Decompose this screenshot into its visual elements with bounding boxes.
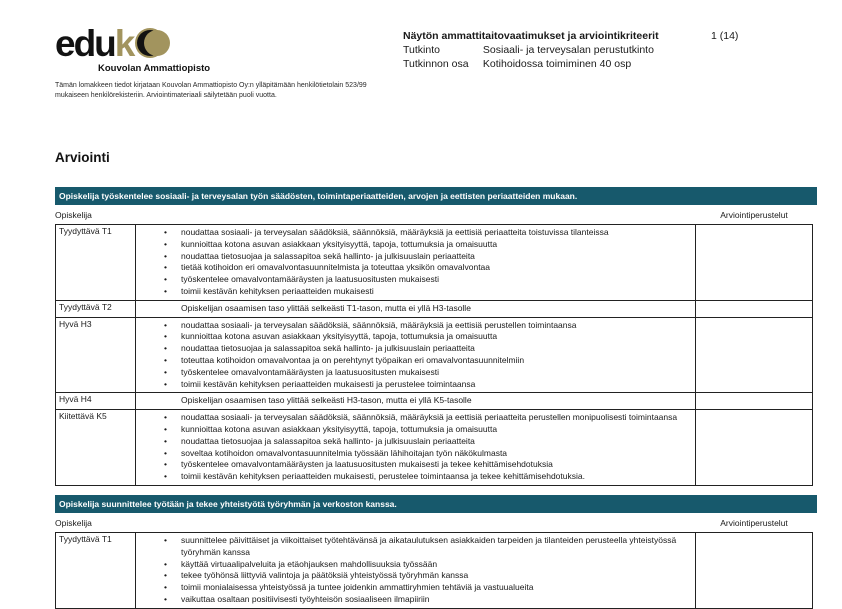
level-summary-text: Opiskelijan osaamisen taso ylittää selkeästi H3-tason, mutta ei yllä K5-tasolle — [181, 395, 472, 406]
arviointiperustelut-cell[interactable] — [696, 301, 812, 317]
criterion-text: toimii kestävän kehityksen periaatteiden mukaisesti ja perustelee toimintaansa — [181, 378, 476, 389]
bullet-icon: • — [164, 262, 167, 273]
criterion-item — [136, 320, 689, 332]
bullet-icon: • — [164, 412, 167, 423]
section-title: Arviointi — [55, 150, 110, 165]
bullet-icon: • — [164, 274, 167, 285]
table-row — [56, 300, 812, 317]
bullet-icon: • — [164, 227, 167, 237]
criterion-text: tekee työhönsä liittyviä valintoja ja päätöksiä yhteistyössä työryhmän kanssa — [181, 570, 469, 581]
criterion-text: työskentelee omavalvontamääräysten ja laatusuositusten mukaisesti ja tekee kehittämisehdotuksia — [181, 459, 553, 470]
criterion-text: käyttää virtuaalipalveluita ja etäohjauksen mahdollisuuksia työssään — [181, 558, 438, 569]
title-row — [403, 30, 842, 42]
bullet-icon: • — [164, 354, 167, 365]
criterion-item — [136, 343, 689, 355]
criteria-cell — [136, 410, 696, 485]
grade-label: Tyydyttävä T1 — [56, 533, 136, 608]
bullet-icon: • — [164, 285, 167, 296]
logo-text-black: edu — [55, 23, 115, 64]
bullet-icon: • — [164, 534, 167, 545]
level-summary-text: Opiskelijan osaamisen taso ylittää selkeästi T1-tason, mutta ei yllä H3-tasolle — [181, 302, 471, 313]
page-header — [55, 25, 842, 100]
eduko-logo — [55, 25, 403, 62]
criterion-text: suunnittelee päivittäiset ja viikoittaiset työtehtävänsä ja aikataulutuksen asiakkaiden tarpeiden ja tilanteiden perusteella yhteistyössä työryhmän kanssa — [181, 534, 677, 557]
bullet-icon: • — [164, 343, 167, 354]
bullet-icon: • — [164, 435, 167, 446]
field-value: Kotihoidossa toimiminen 40 osp — [482, 58, 632, 70]
criterion-item — [136, 379, 689, 391]
grade-label: Hyvä H3 — [56, 318, 136, 393]
header-right — [403, 25, 842, 70]
criterion-text: toimii kestävän kehityksen periaatteiden mukaisesti, perustelee toimintaansa ja tekee kehittämisehdotuksia. — [181, 471, 585, 482]
grade-label: Hyvä H4 — [56, 393, 136, 409]
criterion-text: noudattaa sosiaali- ja terveysalan säädöksiä, säännöksiä, määräyksiä ja eettisiä periaatteita perustellen monipuolisesti toimintaansa — [181, 412, 678, 423]
column-header-arviointiperustelut: Arviointiperustelut — [720, 210, 788, 220]
criterion-text: toimii kestävän kehityksen periaatteiden mukaisesti — [181, 285, 374, 296]
criterion-text: työskentelee omavalvontamääräysten ja laatusuositusten mukaisesti — [181, 274, 439, 285]
criterion-text: soveltaa kotihoidon omavalvontasuunnitelmia työssään lähihoitajan työn näkökulmasta — [181, 447, 508, 458]
logo-crescent-icon — [135, 28, 165, 58]
bullet-icon: • — [164, 570, 167, 581]
criterion-text: kunnioittaa kotona asuvan asiakkaan yksityisyyttä, tapoja, tottumuksia ja omaisuutta — [181, 331, 498, 342]
criteria-grid — [55, 532, 813, 609]
bullet-icon: • — [164, 238, 167, 249]
table-banner: Opiskelija suunnittelee työtään ja tekee yhteistyötä työryhmän ja verkoston kanssa. — [55, 495, 817, 513]
bullet-icon: • — [164, 593, 167, 604]
criterion-item — [136, 262, 689, 274]
assessment-tables — [55, 187, 842, 609]
criterion-item — [136, 367, 689, 379]
field-value: Sosiaali- ja terveysalan perustutkinto — [482, 44, 654, 56]
bullet-icon: • — [164, 319, 167, 330]
criterion-item — [136, 251, 689, 263]
criterion-item — [136, 459, 689, 471]
arviointiperustelut-cell[interactable] — [696, 410, 812, 485]
privacy-disclaimer: Tämän lomakkeen tiedot kirjataan Kouvolan Ammattiopisto Oy:n ylläpitämään henkilötietolain 523/99 mukaiseen henkilörekisteriin. Arviointimateriaali säilytetään puoli vuotta. — [55, 82, 367, 99]
column-header-arviointiperustelut: Arviointiperustelut — [720, 517, 788, 528]
page-number: 1 (14) — [711, 30, 739, 42]
arviointiperustelut-cell[interactable] — [696, 318, 812, 393]
bullet-icon: • — [164, 250, 167, 261]
arviointiperustelut-cell[interactable] — [696, 225, 812, 300]
column-header-opiskelija: Opiskelija — [55, 517, 92, 528]
logo-subtitle: Kouvolan Ammattiopisto — [98, 63, 211, 74]
criteria-cell — [136, 533, 696, 608]
grade-label: Tyydyttävä T2 — [56, 301, 136, 317]
column-headers — [55, 205, 813, 224]
grade-label: Tyydyttävä T1 — [56, 225, 136, 300]
criteria-cell — [136, 225, 696, 300]
table-row — [56, 392, 812, 409]
table-row — [56, 533, 812, 608]
criterion-item — [136, 570, 689, 582]
criterion-item — [136, 471, 689, 483]
bullet-icon: • — [164, 378, 167, 389]
logo-text-gold: k — [114, 23, 134, 64]
criterion-item — [136, 239, 689, 251]
field-tutkinnon-osa — [403, 58, 842, 70]
criterion-item — [136, 448, 689, 460]
criterion-text: noudattaa tietosuojaa ja salassapitoa sekä hallinto- ja julkisuuslain periaatteita — [181, 250, 475, 261]
bullet-icon: • — [164, 558, 167, 569]
field-label: Tutkinnon osa — [403, 58, 469, 70]
criterion-text: noudattaa sosiaali- ja terveysalan säädöksiä, säännöksiä, määräyksiä ja eettisiä periaatteita toistuvissa tilanteissa — [181, 227, 609, 237]
table-row — [56, 225, 812, 300]
criterion-text: toteuttaa kotihoidon omavalvontaa ja on perehtynyt työpaikan eri omavalvontasuunnitelmiin — [181, 354, 525, 365]
column-header-opiskelija: Opiskelija — [55, 210, 92, 220]
criteria-cell — [136, 301, 696, 317]
criterion-item — [136, 535, 689, 559]
bullet-icon: • — [164, 447, 167, 458]
criterion-text: kunnioittaa kotona asuvan asiakkaan yksityisyyttä, tapoja, tottumuksia ja omaisuutta — [181, 423, 498, 434]
grade-label: Kiitettävä K5 — [56, 410, 136, 485]
criterion-text: noudattaa sosiaali- ja terveysalan säädöksiä, säännöksiä, määräyksiä ja eettisiä perustellen toimintaansa — [181, 319, 577, 330]
criterion-item — [136, 274, 689, 286]
arviointiperustelut-cell[interactable] — [696, 393, 812, 409]
table-row — [56, 409, 812, 485]
assessment-table — [55, 187, 842, 486]
criterion-item — [136, 355, 689, 367]
criterion-text: kunnioittaa kotona asuvan asiakkaan yksityisyyttä, tapoja, tottumuksia ja omaisuutta — [181, 238, 498, 249]
criterion-text: noudattaa tietosuojaa ja salassapitoa sekä hallinto- ja julkisuuslain periaatteita — [181, 343, 475, 354]
header-left — [55, 25, 403, 100]
criteria-cell — [136, 318, 696, 393]
bullet-icon: • — [164, 459, 167, 470]
bullet-icon: • — [164, 331, 167, 342]
table-row — [56, 317, 812, 393]
criterion-item — [136, 424, 689, 436]
document-title: Näytön ammattitaitovaatimukset ja arviointikriteerit — [403, 30, 659, 42]
criterion-item — [136, 594, 689, 606]
field-label: Tutkinto — [403, 44, 440, 56]
bullet-icon: • — [164, 471, 167, 482]
column-headers — [55, 513, 813, 532]
criterion-text: vaikuttaa osaltaan positiivisesti työyhteisön sosiaaliseen ilmapiiriin — [181, 593, 430, 604]
assessment-table — [55, 495, 842, 609]
criteria-grid — [55, 224, 813, 486]
bullet-icon: • — [164, 423, 167, 434]
arviointiperustelut-cell[interactable] — [696, 533, 812, 608]
criterion-item — [136, 227, 689, 239]
criterion-item — [136, 436, 689, 448]
bullet-icon: • — [164, 582, 167, 593]
criterion-item — [136, 412, 689, 424]
criterion-text: työskentelee omavalvontamääräysten ja laatusuositusten mukaisesti — [181, 366, 439, 377]
criterion-item — [136, 331, 689, 343]
criterion-item — [136, 582, 689, 594]
criterion-item — [136, 559, 689, 571]
bullet-icon: • — [164, 366, 167, 377]
table-banner: Opiskelija työskentelee sosiaali- ja terveysalan työn säädösten, toimintaperiaatteiden, arvojen ja eettisten periaatteiden mukaan. — [55, 187, 817, 205]
criterion-text: tietää kotihoidon eri omavalvontasuunnitelmista ja toteuttaa yksikön omavalvontaa — [181, 262, 491, 273]
field-tutkinto — [403, 44, 842, 56]
criterion-item — [136, 286, 689, 298]
criteria-cell — [136, 393, 696, 409]
criterion-text: noudattaa tietosuojaa ja salassapitoa sekä hallinto- ja julkisuuslain periaatteita — [181, 435, 475, 446]
criterion-text: toimii monialaisessa yhteistyössä ja tuntee joidenkin ammattiryhmien tehtäviä ja vastuualueita — [181, 582, 534, 593]
